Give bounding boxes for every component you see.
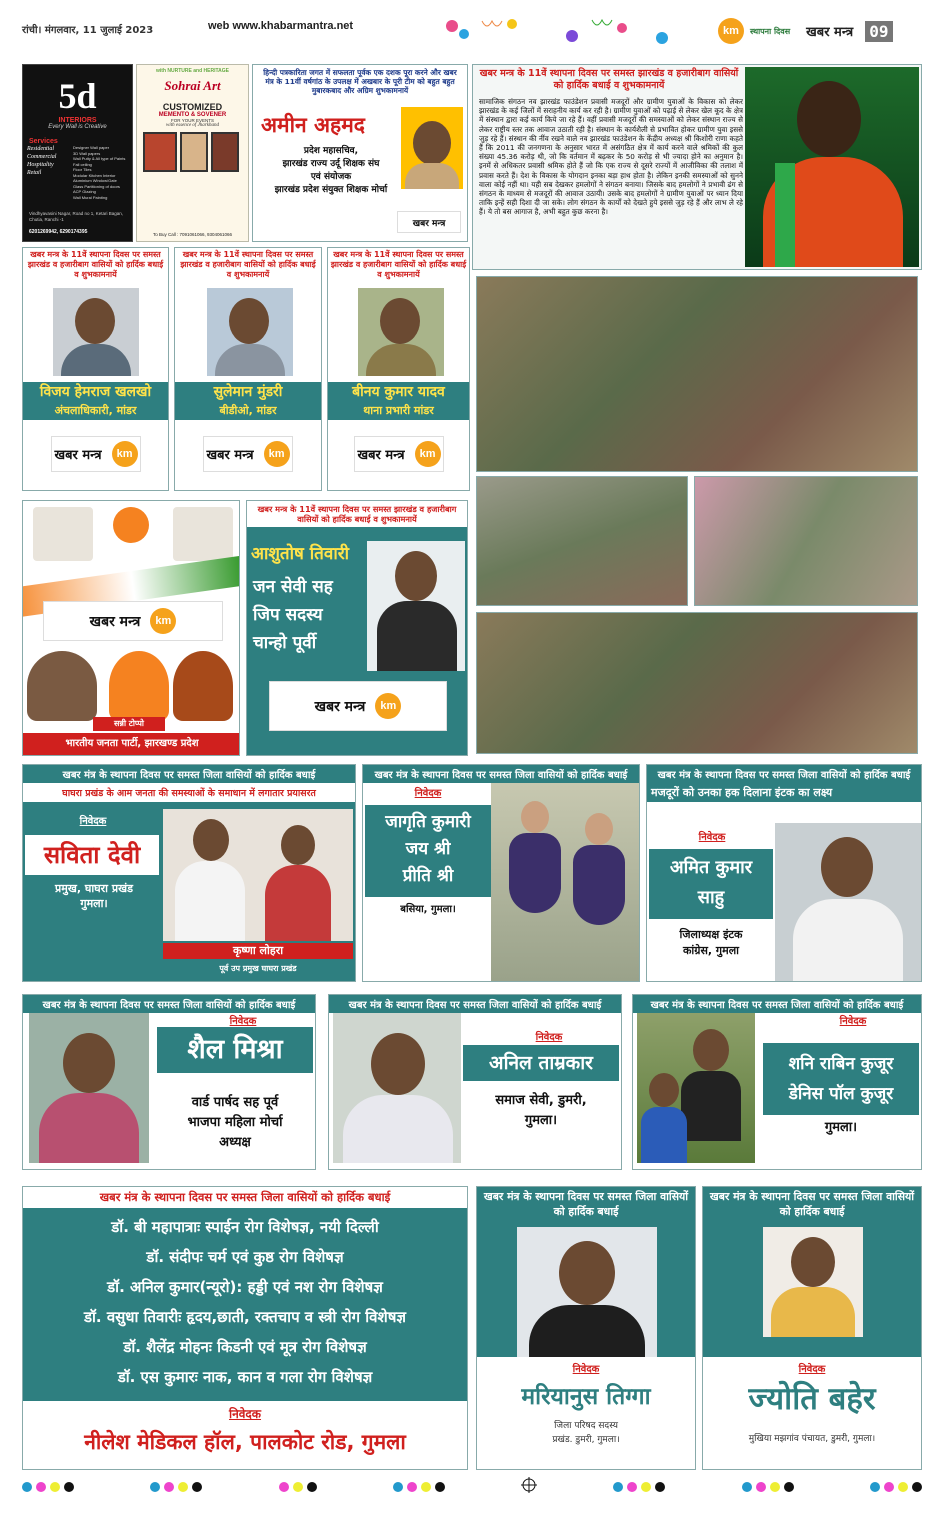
amin-role: झारखंड प्रदेश संयुक्त शिक्षक मोर्चा [274, 185, 388, 195]
jyoti-nivedak: निवेदक [798, 1364, 826, 1375]
items-list [73, 145, 128, 200]
official-brand-badge [203, 436, 293, 472]
official-photo [207, 288, 293, 376]
service-item: Hospitality [27, 162, 54, 168]
header-brand [718, 18, 893, 44]
jyoti-role: मुखिया मझगांव पंचायत, डुमरी, गुमला। [748, 1434, 876, 1444]
mariyanus-nivedak: निवेदक [572, 1364, 600, 1375]
ashutosh-brand-badge [269, 681, 447, 731]
savita-nivedak: निवेदक [43, 813, 143, 827]
ashutosh-photo [367, 541, 465, 671]
mariyanus-name: मरियानुस तिग्गा [521, 1384, 651, 1410]
shani-name: शनि राबिन कुजूर [788, 1054, 894, 1074]
official-name: विजय हेमराज खलखो [23, 382, 168, 402]
page-header [22, 16, 922, 52]
mariyanus-ad [476, 1186, 696, 1470]
item: ACP Glazing [73, 189, 96, 194]
sohrai-phone: To Buy Call : 7091061066, 9304061066 [152, 232, 233, 237]
services-list [27, 145, 69, 200]
doctors-ad [22, 1186, 468, 1470]
sohrai-line1: CUSTOMIZED [162, 102, 223, 112]
ashutosh-header: खबर मन्त्र के 11वें स्थापना दिवस पर समस्त झारखंड व हजारीबाग वासियों को हार्दिक बधाई व शुभकामनायें [247, 501, 467, 527]
amit-name: साहु [697, 887, 725, 908]
amin-role: एवं संयोजक [310, 172, 352, 182]
amin-photo [401, 107, 463, 189]
color-dots [393, 1482, 445, 1492]
jagriti-name: जय श्री [405, 839, 451, 859]
jyoti-photo [763, 1227, 863, 1337]
jagriti-name: जागृति कुमारी [385, 812, 471, 832]
ashutosh-role: चान्हो पूर्वी [253, 633, 317, 653]
amin-role: झारखंड राज्य उर्दू शिक्षक संघ [282, 159, 380, 169]
item: Modular Kitchen Interior [73, 172, 116, 178]
interiors-ad [22, 64, 133, 242]
km-logo-icon: km [264, 441, 290, 467]
amin-ahmad-ad [252, 64, 468, 242]
brand-text: खबर मन्त्र [54, 448, 102, 463]
mariyanus-photo [517, 1227, 657, 1367]
savita-role: गुमला। [80, 897, 108, 910]
product-image [180, 132, 208, 172]
brand-text: खबर मन्त्र [89, 613, 141, 630]
savita-role: प्रमुख, घाघरा प्रखंड [54, 882, 133, 895]
amit-role: कांग्रेस, गुमला [682, 944, 740, 957]
official-header: खबर मन्त्र के 11वें स्थापना दिवस पर समस्त झारखंड व हजारीबाग वासियों को हार्दिक बधाई व शुभकामनायें [330, 250, 467, 279]
savita-band: खबर मंत्र के स्थापना दिवस पर समस्त जिला वासियों को हार्दिक बधाई [23, 765, 355, 783]
ashutosh-roles [253, 573, 333, 657]
jyoti-name: ज्योति बहेर [748, 1381, 876, 1417]
shani-photo [637, 1013, 755, 1163]
interiors-sub: INTERIORS [58, 117, 97, 124]
krishna-role: पूर्व उप प्रमुख घाघरा प्रखंड [219, 964, 297, 973]
jyoti-info [703, 1357, 921, 1469]
article-photo [745, 67, 919, 267]
amin-roles [261, 145, 401, 197]
doctor-line: डॉ. एस कुमारः नाक, कान व गला रोग विशेषज्ञ [117, 1368, 373, 1386]
official-header: खबर मन्त्र के 11वें स्थापना दिवस पर समस्त झारखंड व हजारीबाग वासियों को हार्दिक बधाई व शुभकामनायें [27, 250, 164, 279]
shail-ad [22, 994, 316, 1170]
official-card [174, 247, 322, 491]
ashutosh-ad [246, 500, 468, 756]
confetti-decoration [422, 16, 712, 48]
doctors-footer [23, 1401, 467, 1469]
sohrai-ad [136, 64, 249, 242]
sohrai-line2: MEMENTO & SOVENER [158, 112, 227, 118]
item: Designer Wall paper [73, 145, 110, 150]
article-box [472, 64, 922, 270]
shail-nivedak: निवेदक [229, 1016, 257, 1027]
person-photo [173, 651, 233, 721]
shani-names [763, 1043, 919, 1115]
official-photo [358, 288, 444, 376]
doctors-list [23, 1208, 467, 1392]
jagriti-names [365, 805, 491, 897]
jyoti-band: खबर मंत्र के स्थापना दिवस पर समस्त जिला वासियों को हार्दिक बधाई [709, 1190, 915, 1218]
person-photo [109, 651, 169, 721]
page-number: 09 [865, 21, 892, 42]
anil-role: गुमला। [524, 1113, 558, 1128]
leader-photo [33, 507, 93, 561]
doctor-line: डॉ. शैलेंद्र मोहनः किडनी एवं मूत्र रोग विशेषज्ञ [123, 1338, 367, 1356]
amit-band: खबर मंत्र के स्थापना दिवस पर समस्त जिला वासियों को हार्दिक बधाई [647, 765, 921, 783]
event-photo-crowd [694, 476, 918, 606]
bjp-caption: सन्नी टोप्पो [93, 717, 165, 731]
official-role: अंचलाधिकारी, मांडर [23, 402, 168, 420]
jagriti-band: खबर मंत्र के स्थापना दिवस पर समस्त जिला वासियों को हार्दिक बधाई [363, 765, 639, 783]
color-dots [613, 1482, 665, 1492]
color-dots [742, 1482, 794, 1492]
shail-role: वार्ड पार्षद सह पूर्व [191, 1095, 279, 1110]
item: 3D Wall papers [73, 150, 101, 156]
item: Aluminium Window/Gate [73, 178, 117, 183]
shail-name: शैल मिश्रा [157, 1027, 313, 1073]
brand-text: खबर मन्त्र [206, 448, 254, 463]
shani-place: गुमला। [824, 1120, 858, 1135]
official-brand-badge [354, 436, 444, 472]
color-dots [870, 1482, 922, 1492]
sohrai-line3: FOR YOUR EVENTS [171, 118, 214, 123]
amit-name: अमित कुमार [669, 857, 753, 878]
official-header: खबर मन्त्र के 11वें स्थापना दिवस पर समस्त झारखंड व हजारीबाग वासियों को हार्दिक बधाई व शुभकामनायें [180, 250, 316, 279]
event-photo-rally [476, 612, 918, 754]
amit-role: जिलाध्यक्ष इंटक [679, 928, 743, 941]
anil-band: खबर मंत्र के स्थापना दिवस पर समस्त जिला वासियों को हार्दिक बधाई [329, 995, 621, 1013]
doctors-nivedak: निवेदक [228, 1407, 262, 1421]
color-dots [22, 1482, 74, 1492]
website-link[interactable]: web www.khabarmantra.net [208, 20, 354, 32]
item: Fall ceiling [73, 161, 92, 167]
km-logo-icon: km [112, 441, 138, 467]
savita-name: सविता देवी [25, 835, 159, 875]
krishna-name: कृष्णा लोहरा [163, 943, 353, 959]
anil-role: समाज सेवी, डुमरी, [495, 1093, 587, 1108]
jagriti-name: प्रीति श्री [402, 866, 454, 886]
leader-photo [173, 507, 233, 561]
amit-roles [649, 927, 773, 959]
brand-text: खबर मन्त्र [314, 698, 366, 715]
product-image [143, 132, 177, 172]
anil-photo [333, 1013, 461, 1163]
article-body: सामाजिक संगठन नव झारखंड फाउंडेशन प्रवासी मजदूरों और ग्रामीण युवाओं के विकास को लेकर झारखंड के कई जिलों में सराहनीय कार्य कर रही है। ग्रामीण युवाओं को पढ़ाई से लेकर खेल कूद के क्षेत्र में संस्थान द्वारा कई कार्य किये जा रहे हैं। वहीं प्रवासी मजदूरों की समस्याओं को लेकर संस्थान राज्य से लेकर राष्ट्रीय स्तर तक आवाज उठाती रही है। संस्थान के कार्यशैली से प्रभावित होकर ग्रामीण युवा इससे जुड़ रहे हैं। संस्थान की नींव रखने वाले नव झारखंड फाउंडेशन के केंद्रीय अध्यक्ष श्री किशोरी राणा कहते हैं कि 2011 की जनगणना के अनुसार भारत में असंगठित क्षेत्र में कार्य करने वाले श्रमिकों की कुल संख्या 45.36 करोड़ थी, जो कि वर्तमान में बढ़कर के 50 करोड़ से भी ज्यादा होने का अनुमान है। इनमें से अधिकतर प्रवासी श्रमिक होते हैं जो कि एक राज्य से दूसरे राज्यों में आजीविका की तलाश में प्रवास करते हैं। देश के विकास के योगदान इनका बड़ा हाथ होता है। लेकिन इनकी समस्याओं को सुनने वाला कोई नहीं था। यही सब देखकर हमलोगों ने संगठन बनाया। जिसके बाद हमलोगों ने प्रभावी ढंग से संगठन के माध्यम से मजदूरों की आवाज उठायी। उसके बाद हमलोगों ने ग्रामीण युवाओं पर ध्यान दिया ताकि इन्हें सही दिशा दी जा सके। लोग संगठन के कार्यों को देखते हुये इससे जुड़ रहे हैं और लाभ ले रहे हैं। ये तो बस आगाज है, अभी बहुत कुछ करना है। [479, 97, 743, 217]
interiors-phone: 6201269942, 6290174395 [29, 229, 88, 235]
mariyanus-info [477, 1357, 695, 1469]
sohrai-products [137, 128, 248, 176]
amit-nivedak: निवेदक [698, 832, 726, 843]
official-brand-badge [51, 436, 141, 472]
brand-text: खबर मन्त्र [412, 218, 446, 229]
person-photo [27, 651, 97, 721]
amit-ad [646, 764, 922, 982]
product-image [211, 132, 239, 172]
official-name: सुलेमान मुंडरी [175, 382, 321, 402]
service-item: Commercial [27, 154, 57, 160]
amin-name: अमीन अहमद [261, 113, 365, 137]
service-item: Retail [27, 170, 42, 176]
sohrai-line4: with essence of Jharkhand [166, 123, 219, 128]
jyoti-ad [702, 1186, 922, 1470]
services-title: Services [29, 138, 58, 145]
official-card [22, 247, 169, 491]
shani-ad [632, 994, 922, 1170]
sohrai-brand: Sohrai Art [164, 78, 221, 93]
jagriti-place: बसिया, गुमला। [400, 904, 456, 915]
bjp-ad [22, 500, 240, 756]
doctor-line: डॉ. वसुधा तिवारीः हृदय,छाती, रक्तचाप व स्त्री रोग विशेषज्ञ [83, 1308, 406, 1326]
anil-nivedak: निवेदक [535, 1032, 563, 1043]
brand-text: खबर मन्त्र [357, 448, 405, 463]
ashutosh-name: आशुतोष तिवारी [251, 544, 350, 564]
km-logo-icon: km [415, 441, 441, 467]
khabar-mantra-logo-icon: km [718, 18, 744, 44]
anniversary-label: स्थापना दिवस [750, 26, 791, 36]
event-photo-main [476, 276, 918, 472]
officials-row [22, 247, 470, 491]
mariyanus-band: खबर मंत्र के स्थापना दिवस पर समस्त जिला वासियों को हार्दिक बधाई [483, 1190, 689, 1218]
color-dots [150, 1482, 202, 1492]
savita-tagline: घाघरा प्रखंड के आम जनता की समस्याओं के समाधान में लगातार प्रयासरत [23, 783, 355, 802]
ashutosh-role: जिप सदस्य [253, 605, 323, 625]
official-name: बीनय कुमार यादव [328, 382, 469, 402]
interiors-address: Vindhyavasini Nagar, Road no 1, Ketari Bagan, Chutia, Ranchi -1 [29, 211, 123, 222]
mariyanus-role: जिला परिषद सदस्य [554, 1421, 618, 1431]
official-photo [53, 288, 139, 376]
bjp-lotus-icon [113, 507, 149, 543]
doctor-line: डॉ. संदीपः चर्म एवं कुष्ठ रोग विशेषज्ञ [146, 1248, 344, 1266]
item: Floor Tiles [73, 167, 92, 172]
savita-photo [163, 809, 353, 941]
amit-tagline: मजदूरों को उनका हक दिलाना इंटक का लक्ष्य [647, 783, 921, 802]
km-logo-icon: km [375, 693, 401, 719]
official-card [327, 247, 470, 491]
jagriti-photo [491, 783, 639, 981]
brand-name: खबर मन्त्र [806, 25, 854, 40]
ashutosh-role: जन सेवी सह [253, 577, 333, 597]
anil-roles [463, 1091, 619, 1131]
jagriti-nivedak: निवेदक [414, 788, 442, 799]
jagriti-ad [362, 764, 640, 982]
shail-role: अध्यक्ष [219, 1135, 251, 1150]
event-photo-trophy [476, 476, 688, 606]
service-item: Residential [27, 146, 54, 152]
interiors-logo: 5d [58, 76, 97, 116]
doctor-line: डॉ. बी महापात्राः स्पाईन रोग विशेषज्ञ, नयी दिल्ली [111, 1218, 379, 1236]
color-dots [279, 1482, 317, 1492]
bjp-brand-badge [43, 601, 223, 641]
print-registration-marks [22, 1478, 922, 1496]
shail-roles [157, 1093, 313, 1153]
doctor-line: डॉ. अनिल कुमार(न्यूरो): हड्डी एवं नश रोग विशेषज्ञ [107, 1278, 383, 1296]
anil-name: अनिल ताम्रकार [463, 1045, 619, 1081]
shail-photo [29, 1013, 149, 1163]
km-logo-icon: km [150, 608, 176, 634]
shail-role: भाजपा महिला मोर्चा [187, 1115, 283, 1130]
shani-nivedak: निवेदक [839, 1016, 867, 1027]
medical-hall-name: नीलेश मेडिकल हॉल, पालकोट रोड, गुमला [84, 1430, 406, 1454]
savita-roles [29, 881, 159, 911]
amit-names [649, 849, 773, 919]
doctors-band: खबर मंत्र के स्थापना दिवस पर समस्त जिला वासियों को हार्दिक बधाई [23, 1187, 467, 1208]
mariyanus-role: प्रखंड. डुमरी, गुमला। [552, 1435, 620, 1445]
shail-band: खबर मंत्र के स्थापना दिवस पर समस्त जिला वासियों को हार्दिक बधाई [23, 995, 315, 1013]
official-role: बीडीओ, मांडर [175, 402, 321, 420]
bjp-party: भारतीय जनता पार्टी, झारखण्ड प्रदेश [23, 733, 240, 755]
shani-name: डेनिस पॉल कुजूर [788, 1084, 894, 1104]
official-role: थाना प्रभारी मांडर [328, 402, 469, 420]
savita-ad [22, 764, 356, 982]
item: Wall Mural Painting [73, 194, 108, 200]
article-headline: खबर मन्त्र के 11वें स्थापना दिवस पर समस्त झारखंड व हजारीबाग वासियों को हार्दिक बधाई व शुभकामनायें [479, 68, 739, 91]
amin-brand-badge [397, 211, 461, 233]
shani-band: खबर मंत्र के स्थापना दिवस पर समस्त जिला वासियों को हार्दिक बधाई [633, 995, 921, 1013]
amit-photo [775, 823, 921, 981]
sohrai-top: with NURTURE and HERITAGE [156, 68, 229, 74]
amin-role: प्रदेश महासचिव, [303, 146, 359, 156]
item: Wall Putty & All type of Paints [73, 156, 126, 161]
date-line: रांची। मंगलवार, 11 जुलाई 2023 [22, 25, 154, 36]
amin-intro: हिन्दी पत्रकारिता जगत में सफलता पूर्वक एक दशक पूरा करने और खबर मंत्र के 11वीं वर्षगांठ के उपलक्ष में अखबार के पूरी टीम को बहुत बहुत मुबारकबाद और अग्रिम शुभकामनायें [263, 68, 457, 95]
interiors-tagline: Every Wall is Creative [48, 124, 107, 130]
crosshair-icon [521, 1477, 537, 1497]
item: Glass Partitioning of doors [73, 183, 120, 189]
anil-ad [328, 994, 622, 1170]
